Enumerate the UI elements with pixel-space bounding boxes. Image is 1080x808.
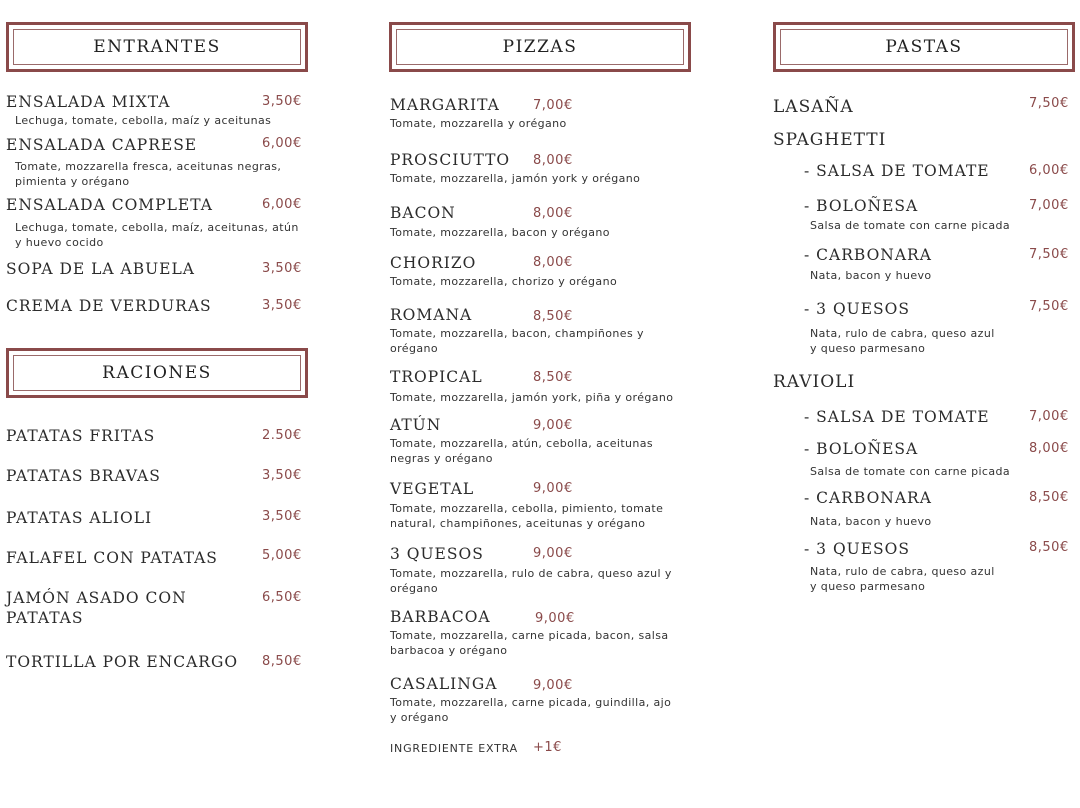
menu-item-name: CHORIZO (390, 254, 477, 272)
menu-item-description: Tomate, mozzarella, cebolla, pimiento, tomate natural, champiñones, aceitunas y orégano (390, 502, 664, 530)
menu-item-name: VEGETAL (390, 480, 475, 498)
menu-item-name: TROPICAL (390, 368, 483, 386)
menu-item-name: MARGARITA (390, 96, 500, 114)
menu-item-description: Nata, rulo de cabra, queso azul y queso parmesano (810, 327, 995, 355)
entrantes-header (6, 22, 308, 72)
menu-item-price: 9,00€ (533, 546, 573, 561)
menu-item-price: 3,50€ (262, 468, 302, 483)
menu-item-price: 8,50€ (1029, 490, 1069, 505)
menu-item-price: 7,50€ (1029, 96, 1069, 111)
menu-item-price: 5,00€ (262, 548, 302, 563)
menu-item-price: 3,50€ (262, 509, 302, 524)
menu-item-name: - BOLOÑESA (804, 440, 919, 458)
menu-item-name: TORTILLA POR ENCARGO (6, 653, 239, 671)
menu-item-price: 7,50€ (1029, 299, 1069, 314)
menu-item-price: 7,00€ (533, 98, 573, 113)
menu-item-description: Tomate, mozzarella, chorizo y orégano (390, 275, 618, 288)
menu-item-price: 3,50€ (262, 298, 302, 313)
menu-item-name: ENSALADA COMPLETA (6, 196, 213, 214)
menu-item-name: - 3 QUESOS (804, 300, 910, 318)
menu-item-description: Tomate, mozzarella, carne picada, bacon, salsa barbacoa y orégano (390, 629, 669, 657)
menu-item-name: CASALINGA (390, 675, 498, 693)
menu-item-description: Nata, rulo de cabra, queso azul y queso parmesano (810, 565, 995, 593)
menu-item-name: - CARBONARA (804, 489, 932, 507)
menu-item-description: Tomate, mozzarella, jamón york, piña y orégano (390, 391, 674, 404)
menu-item-name: JAMÓN ASADO CON PATATAS (6, 589, 187, 627)
menu-item-price: 8,50€ (533, 309, 573, 324)
menu-item-price: 6,50€ (262, 590, 302, 605)
menu-item-name: BARBACOA (390, 608, 491, 626)
menu-item-description: Tomate, mozzarella, rulo de cabra, queso azul y orégano (390, 567, 672, 595)
menu-item-name: PROSCIUTTO (390, 151, 511, 169)
menu-item-description: Lechuga, tomate, cebolla, maíz, aceitunas, atún y huevo cocido (15, 221, 299, 249)
menu-item-price: 6,00€ (262, 197, 302, 212)
menu-item-price: 9,00€ (533, 481, 573, 496)
menu-item-name: - SALSA DE TOMATE (804, 408, 990, 426)
menu-item-name: PATATAS ALIOLI (6, 509, 153, 527)
menu-item-price: 6,00€ (262, 136, 302, 151)
pasta-group-name: RAVIOLI (773, 372, 856, 392)
menu-item-price: 9,00€ (533, 678, 573, 693)
menu-item-description: Lechuga, tomate, cebolla, maíz y aceitunas (15, 114, 272, 127)
menu-item-price: 8,00€ (533, 255, 573, 270)
menu-item-name: ENSALADA MIXTA (6, 93, 171, 111)
menu-item-name: ROMANA (390, 306, 473, 324)
menu-item-name: PATATAS FRITAS (6, 427, 156, 445)
menu-item-name: ATÚN (390, 416, 442, 434)
menu-item-price: 6,00€ (1029, 163, 1069, 178)
menu-item-name: CREMA DE VERDURAS (6, 297, 212, 315)
menu-item-name: - SALSA DE TOMATE (804, 162, 990, 180)
menu-item-price: 3,50€ (262, 261, 302, 276)
menu-item-description: Nata, bacon y huevo (810, 269, 932, 282)
entrantes-title: ENTRANTES (13, 29, 301, 65)
extra-ingredient-price: +1€ (533, 740, 562, 755)
menu-item-name: PATATAS BRAVAS (6, 467, 161, 485)
menu-item-name: FALAFEL CON PATATAS (6, 549, 218, 567)
menu-item-price: 2.50€ (262, 428, 302, 443)
pizzas-header (389, 22, 691, 72)
menu-item-description: Tomate, mozzarella y orégano (390, 117, 567, 130)
raciones-header (6, 348, 308, 398)
pastas-title: PASTAS (780, 29, 1068, 65)
menu-item-price: 9,00€ (533, 418, 573, 433)
extra-ingredient-label: INGREDIENTE EXTRA (390, 742, 518, 755)
menu-item-description: Tomate, mozzarella fresca, aceitunas negras, pimienta y orégano (15, 160, 282, 188)
menu-item-price: 8,00€ (533, 153, 573, 168)
menu-item-price: 7,00€ (1029, 198, 1069, 213)
menu-item-price: 3,50€ (262, 94, 302, 109)
menu-item-description: Salsa de tomate con carne picada (810, 465, 1011, 478)
menu-item-price: 7,00€ (1029, 409, 1069, 424)
menu-item-price: 8,50€ (262, 654, 302, 669)
menu-item-name: - CARBONARA (804, 246, 932, 264)
menu-item-name: - 3 QUESOS (804, 540, 910, 558)
menu-item-description: Tomate, mozzarella, jamón york y orégano (390, 172, 641, 185)
menu-item-price: 8,50€ (533, 370, 573, 385)
menu-item-name: SOPA DE LA ABUELA (6, 260, 195, 278)
pastas-header (773, 22, 1075, 72)
menu-item-name: BACON (390, 204, 456, 222)
pasta-group-name: SPAGHETTI (773, 130, 887, 150)
menu-item-price: 8,00€ (533, 206, 573, 221)
menu-item-name: 3 QUESOS (390, 545, 484, 563)
menu-item-description: Tomate, mozzarella, atún, cebolla, aceitunas negras y orégano (390, 437, 654, 465)
menu-item-price: 8,00€ (1029, 441, 1069, 456)
menu-item-name: - BOLOÑESA (804, 197, 919, 215)
menu-item-price: 8,50€ (1029, 540, 1069, 555)
menu-item-description: Tomate, mozzarella, bacon y orégano (390, 226, 610, 239)
menu-item-price: 7,50€ (1029, 247, 1069, 262)
menu-item-description: Tomate, mozzarella, bacon, champiñones y orégano (390, 327, 644, 355)
pizzas-title: PIZZAS (396, 29, 684, 65)
raciones-title: RACIONES (13, 355, 301, 391)
menu-item-description: Salsa de tomate con carne picada (810, 219, 1011, 232)
menu-item-price: 9,00€ (535, 611, 575, 626)
menu-item-description: Tomate, mozzarella, carne picada, guindilla, ajo y orégano (390, 696, 672, 724)
pasta-name: LASAÑA (773, 97, 854, 117)
menu-item-name: ENSALADA CAPRESE (6, 136, 198, 154)
menu-item-description: Nata, bacon y huevo (810, 515, 932, 528)
